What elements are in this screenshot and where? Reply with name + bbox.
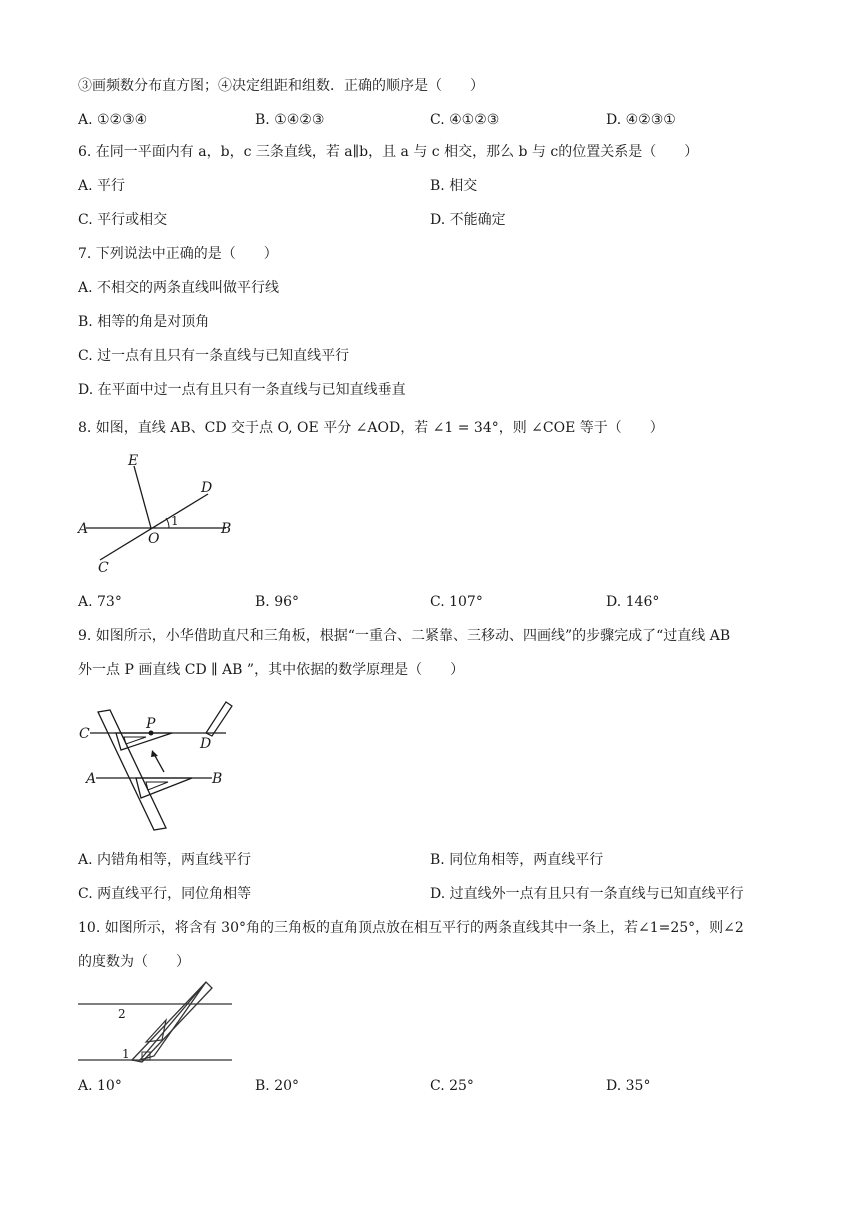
q9-label-p: P <box>146 716 156 732</box>
q8-label-c: C <box>98 560 109 576</box>
q9-option-b: B. 同位角相等，两直线平行 <box>430 852 604 868</box>
q9-label-b: B <box>212 771 223 787</box>
q7-option-b: B. 相等的角是对顶角 <box>78 314 210 330</box>
q9-text-line2: 外一点 P 画直线 CD ∥ AB ”，其中依据的数学原理是（ ） <box>78 662 465 678</box>
q10-text-line1: 10. 如图所示，将含有 30°角的三角板的直角顶点放在相互平行的两条直线其中一条上，若∠1=25°，则∠2 <box>78 920 744 936</box>
ray-oe <box>134 466 151 528</box>
q5-option-d: D. ④②③① <box>606 112 676 128</box>
q8-option-b: B. 96° <box>255 594 300 610</box>
q10-option-d: D. 35° <box>606 1078 651 1094</box>
q8-label-b: B <box>221 521 232 537</box>
q7-option-d: D. 在平面中过一点有且只有一条直线与已知直线垂直 <box>78 382 406 398</box>
q10-option-c: C. 25° <box>430 1078 474 1094</box>
q8-label-o: O <box>148 531 160 547</box>
q10-text-line2: 的度数为（ ） <box>78 954 190 970</box>
q10-option-a: A. 10° <box>78 1078 122 1094</box>
q8-option-a: A. 73° <box>78 594 122 610</box>
q8-option-c: C. 107° <box>430 594 483 610</box>
q5-option-c: C. ④①②③ <box>430 112 500 128</box>
q6-text: 6. 在同一平面内有 a，b，c 三条直线，若 a∥b，且 a 与 c 相交，那么 b 与 c的位置关系是（ ） <box>78 144 699 160</box>
q9-figure <box>76 690 246 844</box>
line-cd <box>100 494 208 560</box>
q5-option-a: A. ①②③④ <box>78 112 148 128</box>
q10-figure <box>76 980 236 1070</box>
pencil <box>206 702 232 736</box>
q9-option-c: C. 两直线平行，同位角相等 <box>78 886 252 902</box>
q8-label-e: E <box>128 453 139 469</box>
q7-text: 7. 下列说法中正确的是（ ） <box>78 246 278 262</box>
q10-angle-1: 1 <box>122 1047 130 1061</box>
q8-label-a: A <box>78 521 89 537</box>
q9-label-d: D <box>200 736 212 752</box>
q5-text: ③画频数分布直方图；④决定组距和组数．正确的顺序是（ ） <box>78 78 484 94</box>
q6-option-d: D. 不能确定 <box>430 212 506 228</box>
q6-option-c: C. 平行或相交 <box>78 212 168 228</box>
q8-option-d: D. 146° <box>606 594 660 610</box>
q8-label-d: D <box>201 480 213 496</box>
q9-label-c: C <box>79 726 90 742</box>
q5-option-b: B. ①④②③ <box>255 112 325 128</box>
q9-text-line1: 9. 如图所示，小华借助直尺和三角板，根据“一重合、二紧靠、三移动、四画线”的步骤完成了“过直线 AB <box>78 628 731 644</box>
q10-option-b: B. 20° <box>255 1078 300 1094</box>
set-square <box>140 982 206 1060</box>
q8-angle-1: 1 <box>171 514 179 528</box>
q8-figure <box>76 450 246 584</box>
q9-option-a: A. 内错角相等，两直线平行 <box>78 852 252 868</box>
q6-option-b: B. 相交 <box>430 178 478 194</box>
q6-option-a: A. 平行 <box>78 178 126 194</box>
q9-label-a: A <box>86 771 97 787</box>
q9-option-d: D. 过直线外一点有且只有一条直线与已知直线平行 <box>430 886 744 902</box>
q7-option-c: C. 过一点有且只有一条直线与已知直线平行 <box>78 348 350 364</box>
q8-text: 8. 如图，直线 AB、CD 交于点 O, OE 平分 ∠AOD，若 ∠1 = 34°，则 ∠COE 等于（ ） <box>78 420 664 436</box>
ruler <box>98 710 166 830</box>
q10-angle-2: 2 <box>118 1007 126 1021</box>
q7-option-a: A. 不相交的两条直线叫做平行线 <box>78 280 280 296</box>
